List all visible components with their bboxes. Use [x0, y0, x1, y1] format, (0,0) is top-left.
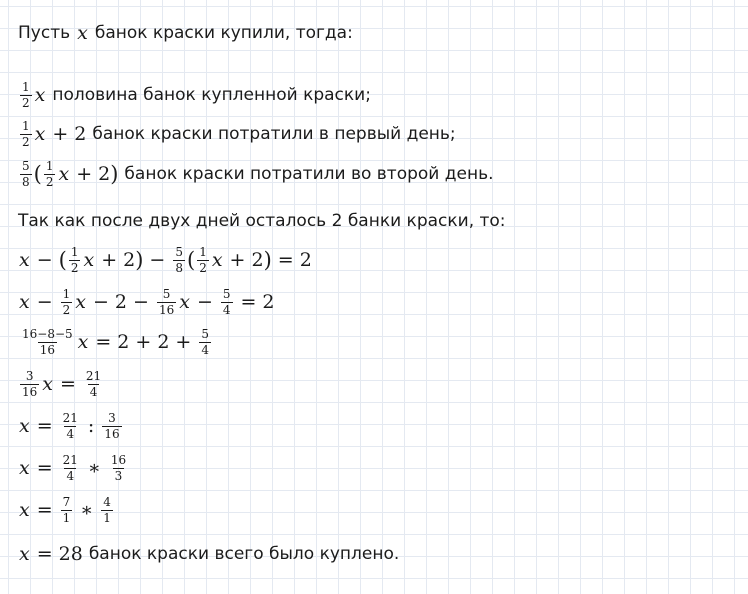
answer-text: банок краски всего было куплено. — [88, 544, 400, 564]
fraction-five-eighths: $\frac{5}{8}$ — [22, 158, 30, 189]
answer-line — [18, 540, 399, 568]
condition-text: Так как после двух дней осталось 2 банки краски, то: — [18, 211, 506, 231]
reduced-equation: x = $\frac{7}{1}$ ∗ $\frac{4}{1}$ — [19, 494, 111, 525]
multiplication-line — [18, 450, 130, 486]
combined-line — [18, 324, 213, 360]
equation: x − ( $\frac{1}{2}$ x + 2 ) − $\frac{5}{8}$ ( $\frac{1}{2}$ x + 2 ) = 2 — [19, 244, 312, 275]
first-day-line: $\frac{1}{2}$ x + 2 банок краски потратили в первый день; — [22, 118, 456, 149]
simplified-equation: $\frac{3}{16}$ x = $\frac{21}{4}$ — [22, 368, 102, 399]
reduced-line — [18, 492, 115, 528]
multiplication-equation: x = $\frac{21}{4}$ ∗ $\frac{16}{3}$ — [19, 452, 127, 483]
intro-line — [18, 20, 353, 46]
intro-text-a: Пусть — [18, 23, 71, 43]
fraction-half: $\frac{1}{2}$ — [22, 79, 30, 110]
second-day-text: банок краски потратили во второй день. — [124, 164, 494, 184]
expanded-equation: x − $\frac{1}{2}$ x − 2 − $\frac{5}{16}$ x − $\frac{5}{4}$ = 2 — [19, 286, 275, 317]
intro-text-b: банок краски купили, тогда: — [94, 23, 353, 43]
half-line — [18, 78, 371, 112]
division-equation: x = $\frac{21}{4}$ : $\frac{3}{16}$ — [19, 410, 120, 441]
combined-equation: $\frac{16-8-5}{16}$ x = 2 + 2 + $\frac{5}{4}$ — [22, 326, 209, 357]
division-line — [18, 408, 124, 444]
variable-x: x — [77, 22, 88, 44]
simplified-line — [18, 366, 105, 402]
answer-equation: x = 28 — [19, 543, 83, 565]
second-day-line: $\frac{5}{8}$ ( $\frac{1}{2}$ x + 2 ) банок краски потратили во второй день. — [22, 158, 494, 189]
variable-x: x — [34, 84, 46, 106]
condition-line — [18, 208, 506, 234]
half-text: половина банок купленной краски; — [52, 85, 371, 105]
first-day-text: банок краски потратили в первый день; — [92, 124, 456, 144]
fraction-half: $\frac{1}{2}$ — [22, 118, 30, 149]
equation-line — [18, 242, 312, 278]
expanded-line — [18, 284, 275, 320]
